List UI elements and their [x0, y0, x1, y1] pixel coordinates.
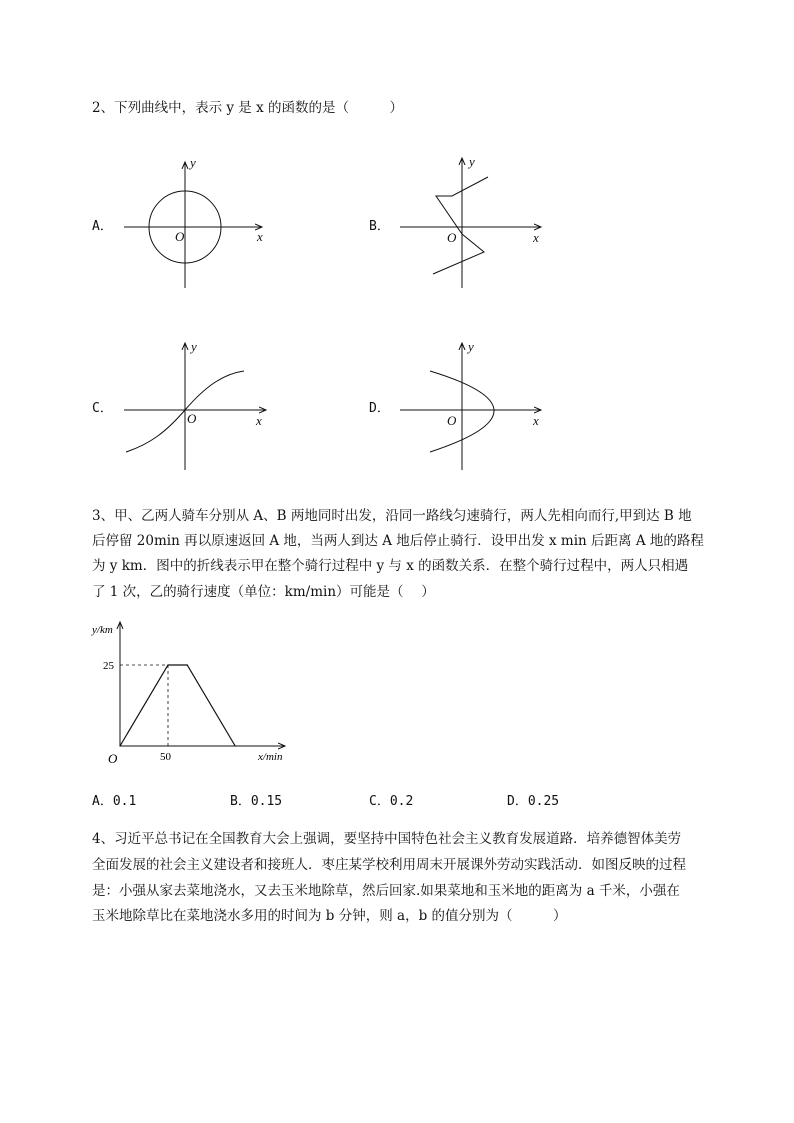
q2-a-origin-label: O: [175, 229, 185, 244]
chart-x-tick-label: 50: [160, 751, 171, 763]
q3-line-3: 为 y km．图中的折线表示甲在整个骑行过程中 y 与 x 的函数关系．在整个骑行过程中，两人只相遇: [92, 558, 689, 574]
q2-option-c-letter: C．: [92, 401, 113, 416]
q2-stem: 2、下列曲线中，表示 y 是 x 的函数的是（ ）: [92, 100, 403, 116]
q3-line-4: 了 1 次，乙的骑行速度（单位：km/min）可能是（ ）: [92, 584, 435, 600]
q2-a-x-label: x: [257, 229, 263, 244]
q4-line-4: 玉米地除草比在菜地浇水多用的时间为 b 分钟，则 a，b 的值分别为（ ）: [92, 908, 567, 924]
q2-c-x-label: x: [256, 413, 262, 428]
q3-choice-b[interactable]: B．0.15: [230, 794, 283, 809]
q2-d-y-label: y: [468, 339, 474, 354]
chart-y-axis-label: y/km: [92, 624, 113, 636]
data-point: [119, 745, 120, 746]
data-point: [235, 745, 236, 746]
q3-choice-a[interactable]: A．0.1: [92, 794, 137, 809]
q4-line-1: 4、习近平总书记在全国教育大会上强调，要坚持中国特色社会主义教育发展道路．培养德智体美劳: [92, 831, 682, 847]
q2-b-x-label: x: [533, 230, 539, 245]
q3-choice-d[interactable]: D．0.25: [507, 794, 560, 809]
q2-c-origin-label: O: [187, 411, 197, 426]
chart-y-tick-label: 25: [103, 660, 114, 672]
q2-d-origin-label: O: [447, 413, 457, 428]
q3-line-2: 后停留 20min 再以原速返回 A 地，当两人到达 A 地后停止骑行．设甲出发 x min 后距离 A 地的路程: [92, 533, 704, 549]
chart-x-axis-label: x/min: [258, 751, 283, 763]
q2-a-y-label: y: [190, 155, 196, 170]
q2-c-y-label: y: [191, 339, 197, 354]
q2-option-d-letter: D．: [369, 401, 390, 416]
q2-b-origin-label: O: [447, 230, 457, 245]
q2-b-y-label: y: [469, 154, 475, 169]
q3-line-1: 3、甲、乙两人骑车分别从 A、B 两地同时出发，沿同一路线匀速骑行，两人先相向而行,甲到达 B 地: [92, 508, 692, 524]
q2-option-b-letter: B．: [369, 219, 390, 234]
q2-d-x-label: x: [533, 413, 539, 428]
q4-line-3: 是：小强从家去菜地浇水，又去玉米地除草，然后回家.如果菜地和玉米地的距离为 a 千米，小强在: [92, 883, 680, 899]
q4-line-2: 全面发展的社会主义建设者和接班人．枣庄某学校利用周末开展课外劳动实践活动．如图反映的过程: [92, 857, 686, 873]
q3-choice-c[interactable]: C．0.2: [369, 794, 414, 809]
data-point: [187, 664, 188, 665]
q2-option-a-letter: A．: [92, 219, 113, 234]
series-line: [120, 665, 235, 746]
chart-origin-label: O: [108, 751, 118, 766]
